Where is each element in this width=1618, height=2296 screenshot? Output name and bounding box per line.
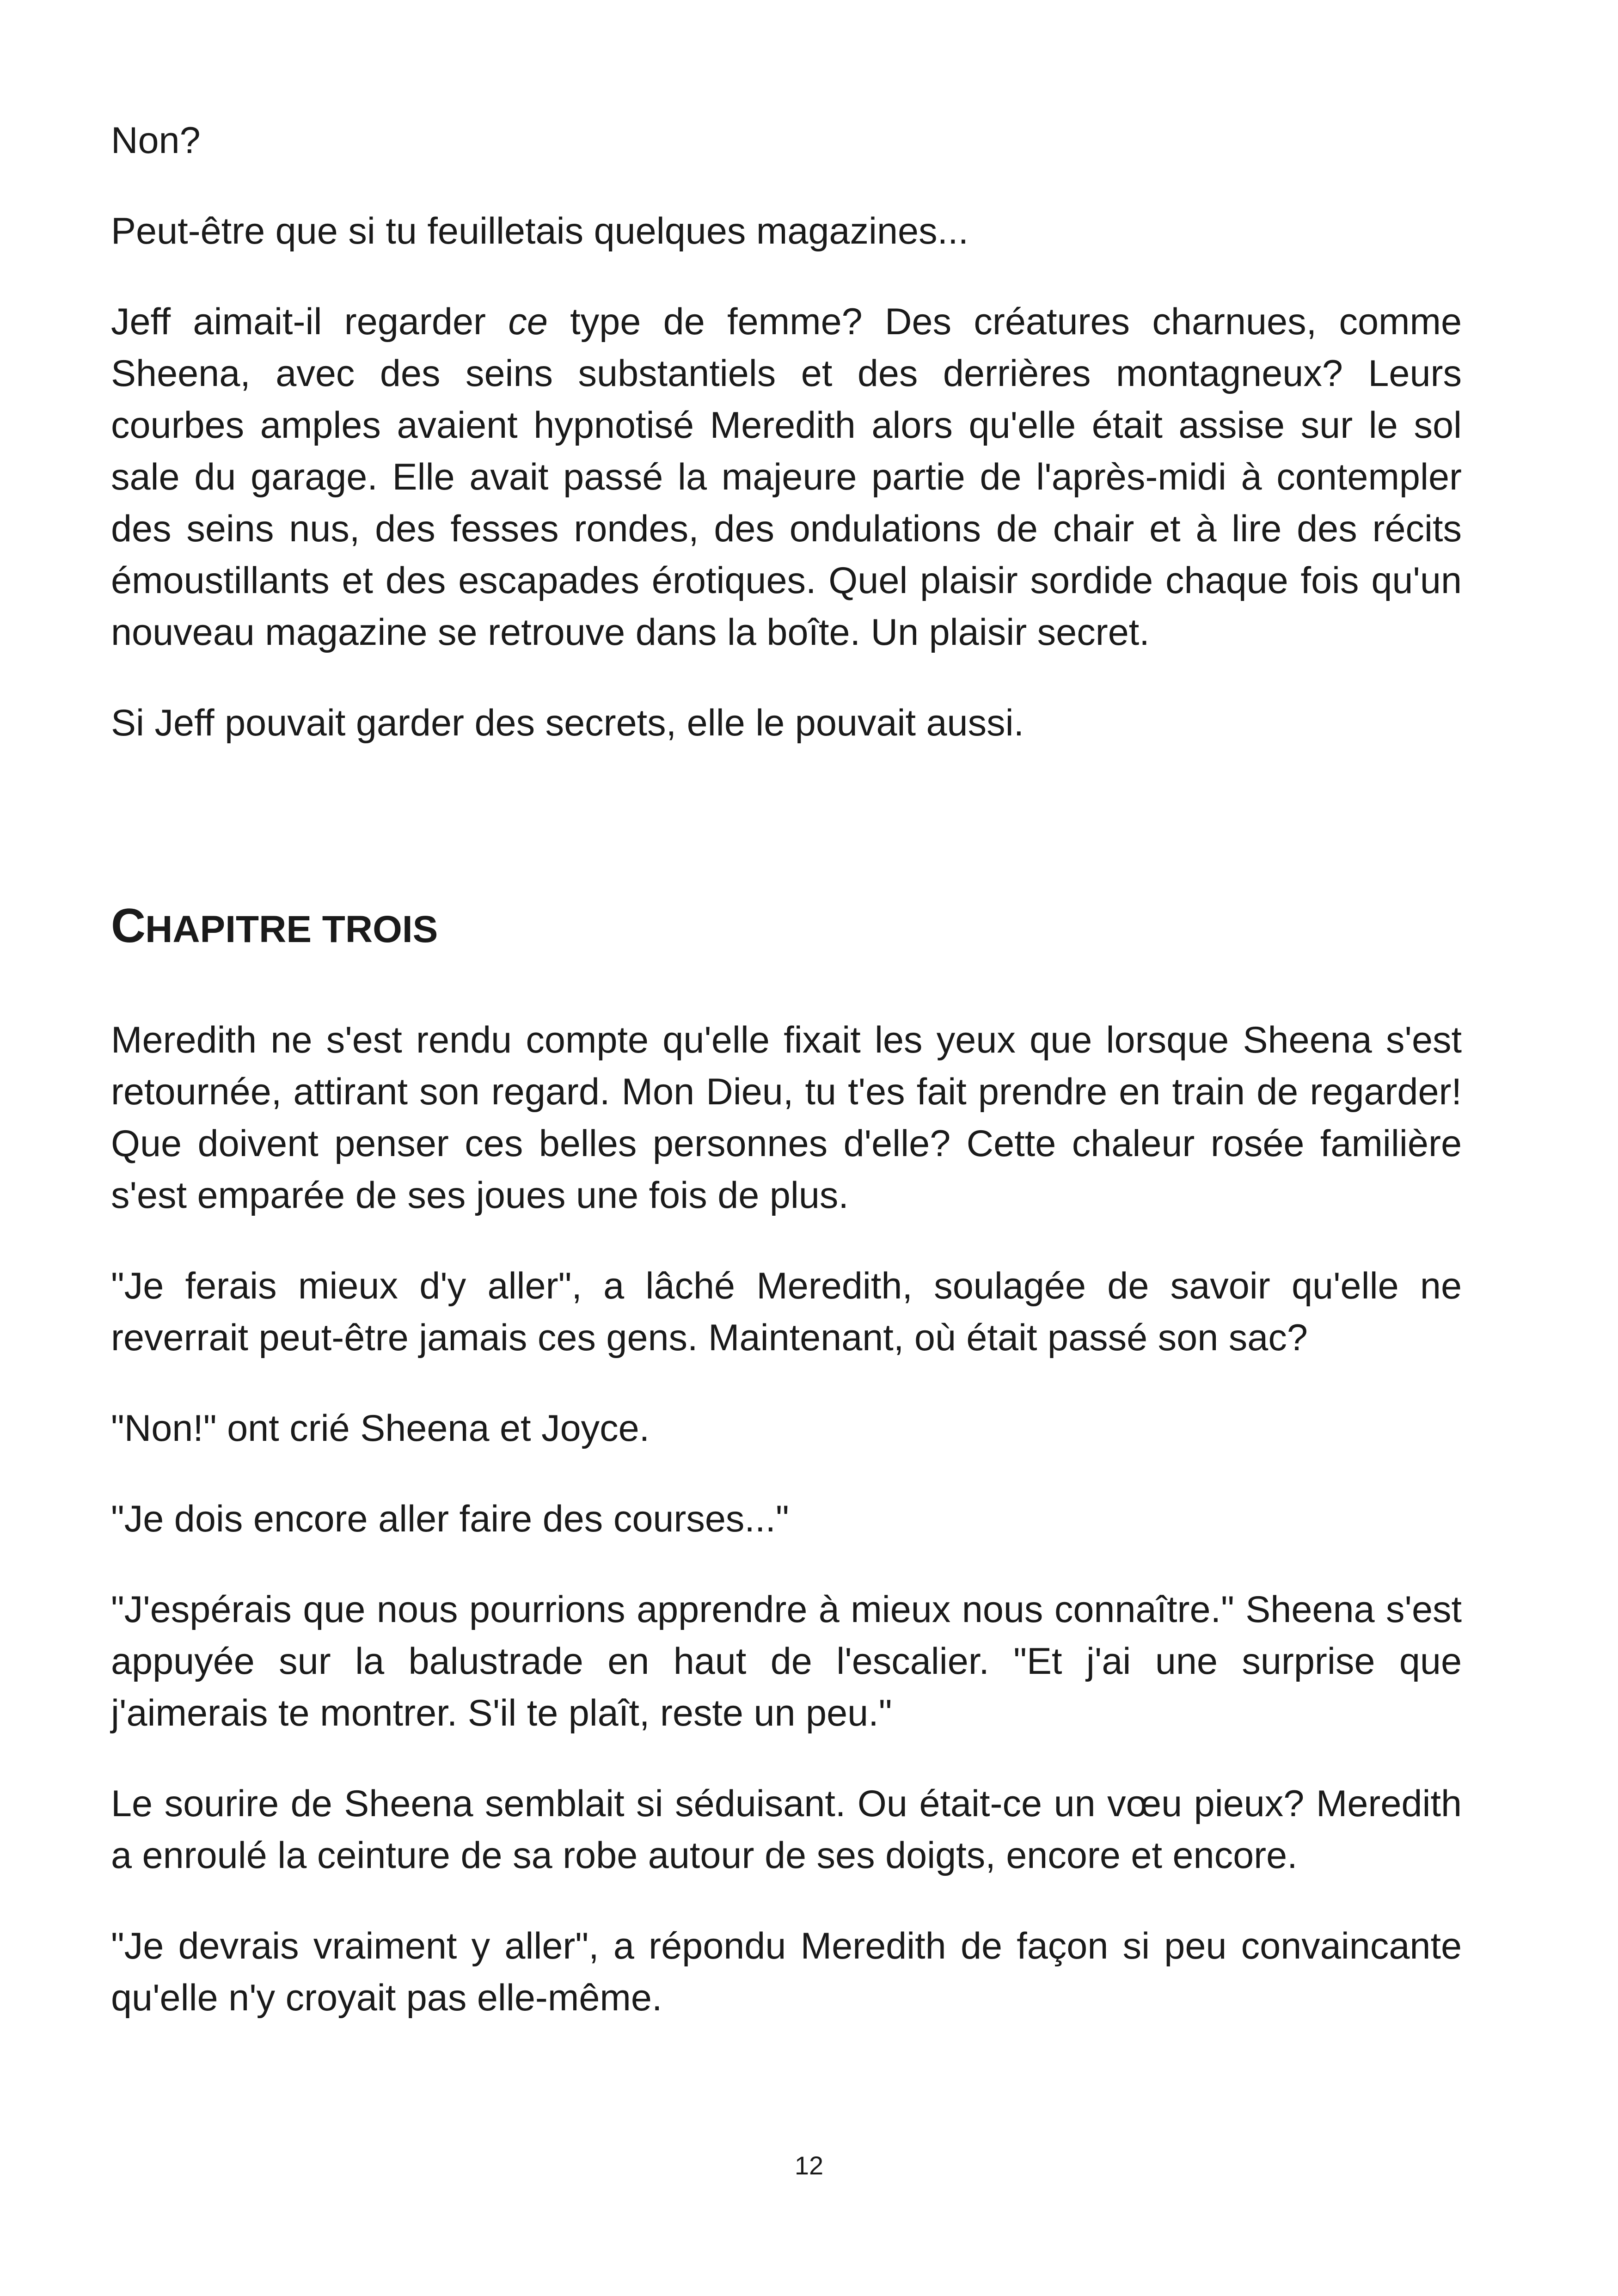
paragraph: "Je dois encore aller faire des courses..." <box>111 1498 789 1540</box>
paragraph: Si Jeff pouvait garder des secrets, elle le pouvait aussi. <box>111 702 1024 744</box>
paragraph: "Je ferais mieux d'y aller", a lâché Meredith, soulagée de savoir qu'elle ne reverrait peut-être jamais ces gens. Maintenant, où était passé son sac? <box>111 1265 1462 1359</box>
paragraph: Le sourire de Sheena semblait si séduisant. Ou était-ce un vœu pieux? Meredith a enroulé la ceinture de sa robe autour de ses doigts, encore et encore. <box>111 1783 1462 1876</box>
chapter-title-rest: HAPITRE TROIS <box>145 908 438 950</box>
paragraph <box>111 296 1462 658</box>
body-text <box>111 115 1462 2063</box>
paragraph: Peut-être que si tu feuilletais quelques magazines... <box>111 210 969 252</box>
chapter-title-initial: C <box>111 899 146 953</box>
page-number: 12 <box>794 2151 824 2180</box>
paragraph: Non? <box>111 120 201 161</box>
chapter-title <box>111 896 1462 960</box>
paragraph-text: type de femme? Des créatures charnues, comme Sheena, avec des seins substantiels et des derrières montagneux? Leurs courbes amples avaient hypnotisé Meredith alors qu'elle était assise sur le sol sale du garage. Elle avait passé la majeure partie de l'après-midi à contempler des seins nus, des fesses rondes, des ondulations de chair et à lire des récits émoustillants et des escapades érotiques. Quel plaisir sordide chaque fois qu'un nouveau magazine se retrouve dans la boîte. Un plaisir secret. <box>111 301 1462 653</box>
paragraph-text: Jeff aimait-il regarder <box>111 301 509 343</box>
paragraph: "Non!" ont crié Sheena et Joyce. <box>111 1408 650 1449</box>
emphasis: ce <box>508 301 548 343</box>
paragraph: "Je devrais vraiment y aller", a répondu Meredith de façon si peu convaincante qu'elle n'y croyait pas elle-même. <box>111 1925 1462 2019</box>
paragraph: Meredith ne s'est rendu compte qu'elle fixait les yeux que lorsque Sheena s'est retournée, attirant son regard. Mon Dieu, tu t'es fait prendre en train de regarder! Que doivent penser ces belles personnes d'elle? Cette chaleur rosée familière s'est emparée de ses joues une fois de plus. <box>111 1019 1462 1216</box>
paragraph: "J'espérais que nous pourrions apprendre à mieux nous connaître." Sheena s'est appuyée sur la balustrade en haut de l'escalier. "Et j'ai une surprise que j'aimerais te montrer. S'il te plaît, reste un peu." <box>111 1589 1462 1734</box>
